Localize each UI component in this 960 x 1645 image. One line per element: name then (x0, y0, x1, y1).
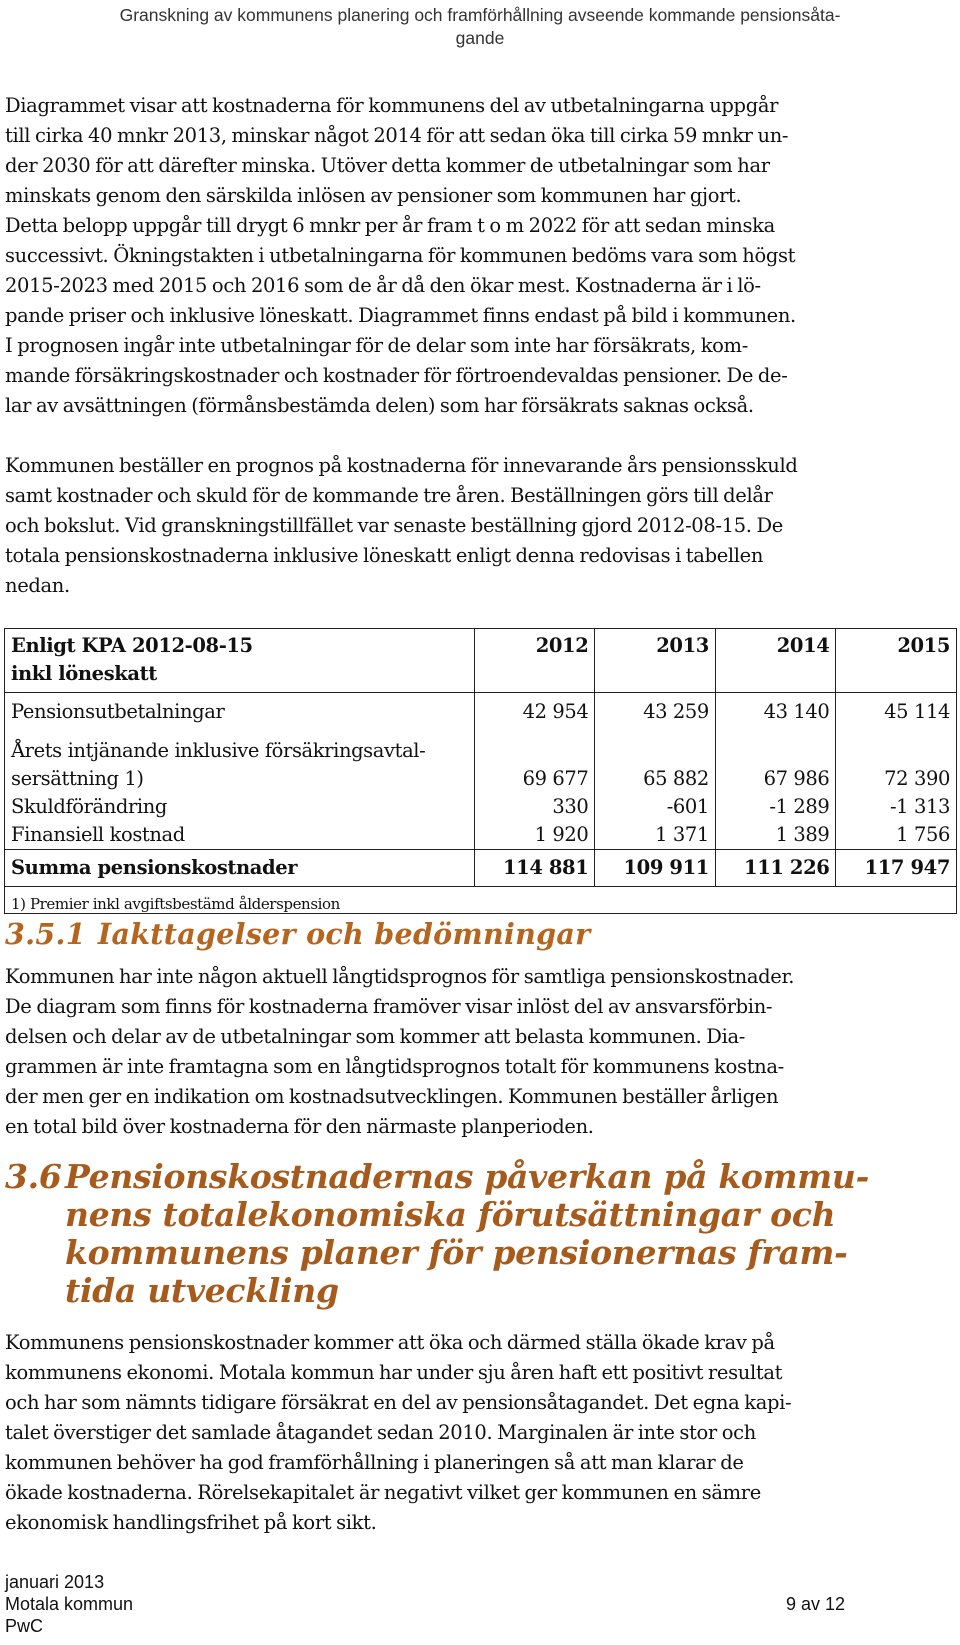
table-cell: 330 (474, 793, 595, 821)
row-label-line: sersättning 1) (11, 767, 144, 790)
table-total-row (5, 850, 957, 887)
text-line: ekonomisk handlingsfrihet på kort sikt. (5, 1511, 377, 1534)
page-number: 9 av 12 (785, 1594, 845, 1614)
row-label (5, 731, 475, 793)
footer-date: januari 2013 (5, 1572, 105, 1592)
table-cell: -601 (595, 793, 716, 821)
running-header-line: Granskning av kommunens planering och framförhållning avseende kommande pensionsåta- (119, 5, 841, 25)
text-line: Diagrammet visar att kostnaderna för kommunens del av utbetalningarna uppgår (5, 94, 779, 117)
year-header: 2012 (474, 629, 595, 693)
text-line: pande priser och inklusive löneskatt. Diagrammet finns endast på bild i kommunen. (5, 304, 796, 327)
table-cell: 1 371 (595, 821, 716, 850)
table-cell: 43 140 (715, 693, 836, 732)
table-cell: -1 289 (715, 793, 836, 821)
row-label: Finansiell kostnad (5, 821, 475, 850)
header-label-line: Enligt KPA 2012-08-15 (11, 634, 253, 657)
text-line: De diagram som finns för kostnaderna framöver visar inlöst del av ansvarsförbin- (5, 995, 773, 1018)
paragraph-economic-impact (5, 1328, 955, 1538)
table-cell: 67 986 (715, 731, 836, 793)
total-label: Summa pensionskostnader (5, 850, 475, 887)
table-row (5, 693, 957, 732)
year-header: 2013 (595, 629, 716, 693)
section-number: 3.6 (5, 1157, 62, 1196)
subsection-title: Iakttagelser och bedömningar (97, 917, 591, 951)
text-line: talet överstiger det samlade åtagandet sedan 2010. Marginalen är inte stor och (5, 1421, 756, 1444)
text-line: samt kostnader och skuld för de kommande tre åren. Beställningen görs till delår (5, 484, 773, 507)
table-cell: 42 954 (474, 693, 595, 732)
table-row (5, 821, 957, 850)
total-cell: 114 881 (474, 850, 595, 887)
running-header (30, 4, 930, 50)
header-label-line: inkl löneskatt (11, 662, 157, 685)
row-label: Pensionsutbetalningar (5, 693, 475, 732)
table-cell: 1 389 (715, 821, 836, 850)
text-line: mande försäkringskostnader och kostnader för förtroendevaldas pensioner. De de- (5, 364, 788, 387)
section-heading (5, 1158, 955, 1310)
text-line: och har som nämnts tidigare försäkrat en del av pensionsåtagandet. Det egna kapi- (5, 1391, 792, 1414)
table-cell: 45 114 (836, 693, 957, 732)
page-footer (5, 1571, 845, 1637)
text-line: der 2030 för att därefter minska. Utöver detta kommer de utbetalningar som har (5, 154, 770, 177)
table-header-label (5, 629, 475, 693)
table-row (5, 793, 957, 821)
section-title-line: tida utveckling (65, 1271, 339, 1310)
text-line: grammen är inte framtagna som en långtidsprognos totalt för kommunens kostna- (5, 1055, 784, 1078)
text-line: Kommunen har inte någon aktuell långtidsprognos för samtliga pensionskostnader. (5, 965, 795, 988)
year-header: 2015 (836, 629, 957, 693)
table-header-row (5, 629, 957, 693)
row-label: Skuldförändring (5, 793, 475, 821)
text-line: nedan. (5, 574, 70, 597)
text-line: Detta belopp uppgår till drygt 6 mnkr per år fram t o m 2022 för att sedan minska (5, 214, 775, 237)
text-line: till cirka 40 mnkr 2013, minskar något 2014 för att sedan öka till cirka 59 mnkr un- (5, 124, 789, 147)
text-line: Kommunens pensionskostnader kommer att öka och därmed ställa ökade krav på (5, 1331, 775, 1354)
text-line: totala pensionskostnaderna inklusive löneskatt enligt denna redovisas i tabellen (5, 544, 764, 567)
total-cell: 117 947 (836, 850, 957, 887)
table-cell: 1 756 (836, 821, 957, 850)
text-line: kommunens ekonomi. Motala kommun har under sju åren haft ett positivt resultat (5, 1361, 783, 1384)
table-row (5, 731, 957, 793)
section-title (65, 1158, 955, 1310)
paragraph-observations (5, 962, 955, 1142)
table-footnote: 1) Premier inkl avgiftsbestämd ålderspension (5, 887, 957, 914)
table-footnote-row (5, 887, 957, 914)
text-line: en total bild över kostnaderna för den närmaste planperioden. (5, 1115, 594, 1138)
text-line: lar av avsättningen (förmånsbestämda delen) som har försäkrats saknas också. (5, 394, 754, 417)
table-cell: 72 390 (836, 731, 957, 793)
paragraph-prognosis-order (5, 451, 955, 601)
table-cell: -1 313 (836, 793, 957, 821)
text-line: och bokslut. Vid granskningstillfället var senaste beställning gjord 2012-08-15. De (5, 514, 783, 537)
year-header: 2014 (715, 629, 836, 693)
subsection-heading (5, 917, 590, 951)
total-cell: 111 226 (715, 850, 836, 887)
paragraph-diagram-description (5, 91, 955, 421)
total-cell: 109 911 (595, 850, 716, 887)
pension-cost-table (4, 628, 957, 914)
text-line: I prognosen ingår inte utbetalningar för de delar som inte har försäkrats, kom- (5, 334, 748, 357)
table-cell: 65 882 (595, 731, 716, 793)
text-line: ökade kostnaderna. Rörelsekapitalet är negativt vilket ger kommunen en sämre (5, 1481, 761, 1504)
footer-company: PwC (5, 1616, 44, 1636)
section-title-line: kommunens planer för pensionernas fram- (65, 1233, 848, 1272)
text-line: kommunen behöver ha god framförhållning i planeringen så att man klarar de (5, 1451, 744, 1474)
text-line: successivt. Ökningstakten i utbetalningarna för kommunen bedöms vara som högst (5, 244, 796, 267)
table-cell: 43 259 (595, 693, 716, 732)
text-line: 2015-2023 med 2015 och 2016 som de år då den ökar mest. Kostnaderna är i lö- (5, 274, 761, 297)
running-header-line: gande (455, 28, 505, 48)
text-line: Kommunen beställer en prognos på kostnaderna för innevarande års pensionsskuld (5, 454, 798, 477)
text-line: der men ger en indikation om kostnadsutvecklingen. Kommunen beställer årligen (5, 1085, 779, 1108)
footer-organisation: Motala kommun (5, 1594, 134, 1614)
row-label-line: Årets intjänande inklusive försäkringsavtal- (11, 739, 426, 762)
subsection-number: 3.5.1 (5, 917, 86, 951)
table-cell: 69 677 (474, 731, 595, 793)
text-line: minskats genom den särskilda inlösen av pensioner som kommunen har gjort. (5, 184, 742, 207)
text-line: delsen och delar av de utbetalningar som kommer att belasta kommunen. Dia- (5, 1025, 745, 1048)
section-title-line: Pensionskostnadernas påverkan på kommu- (65, 1157, 869, 1196)
section-title-line: nens totalekonomiska förutsättningar och (65, 1195, 836, 1234)
table-cell: 1 920 (474, 821, 595, 850)
